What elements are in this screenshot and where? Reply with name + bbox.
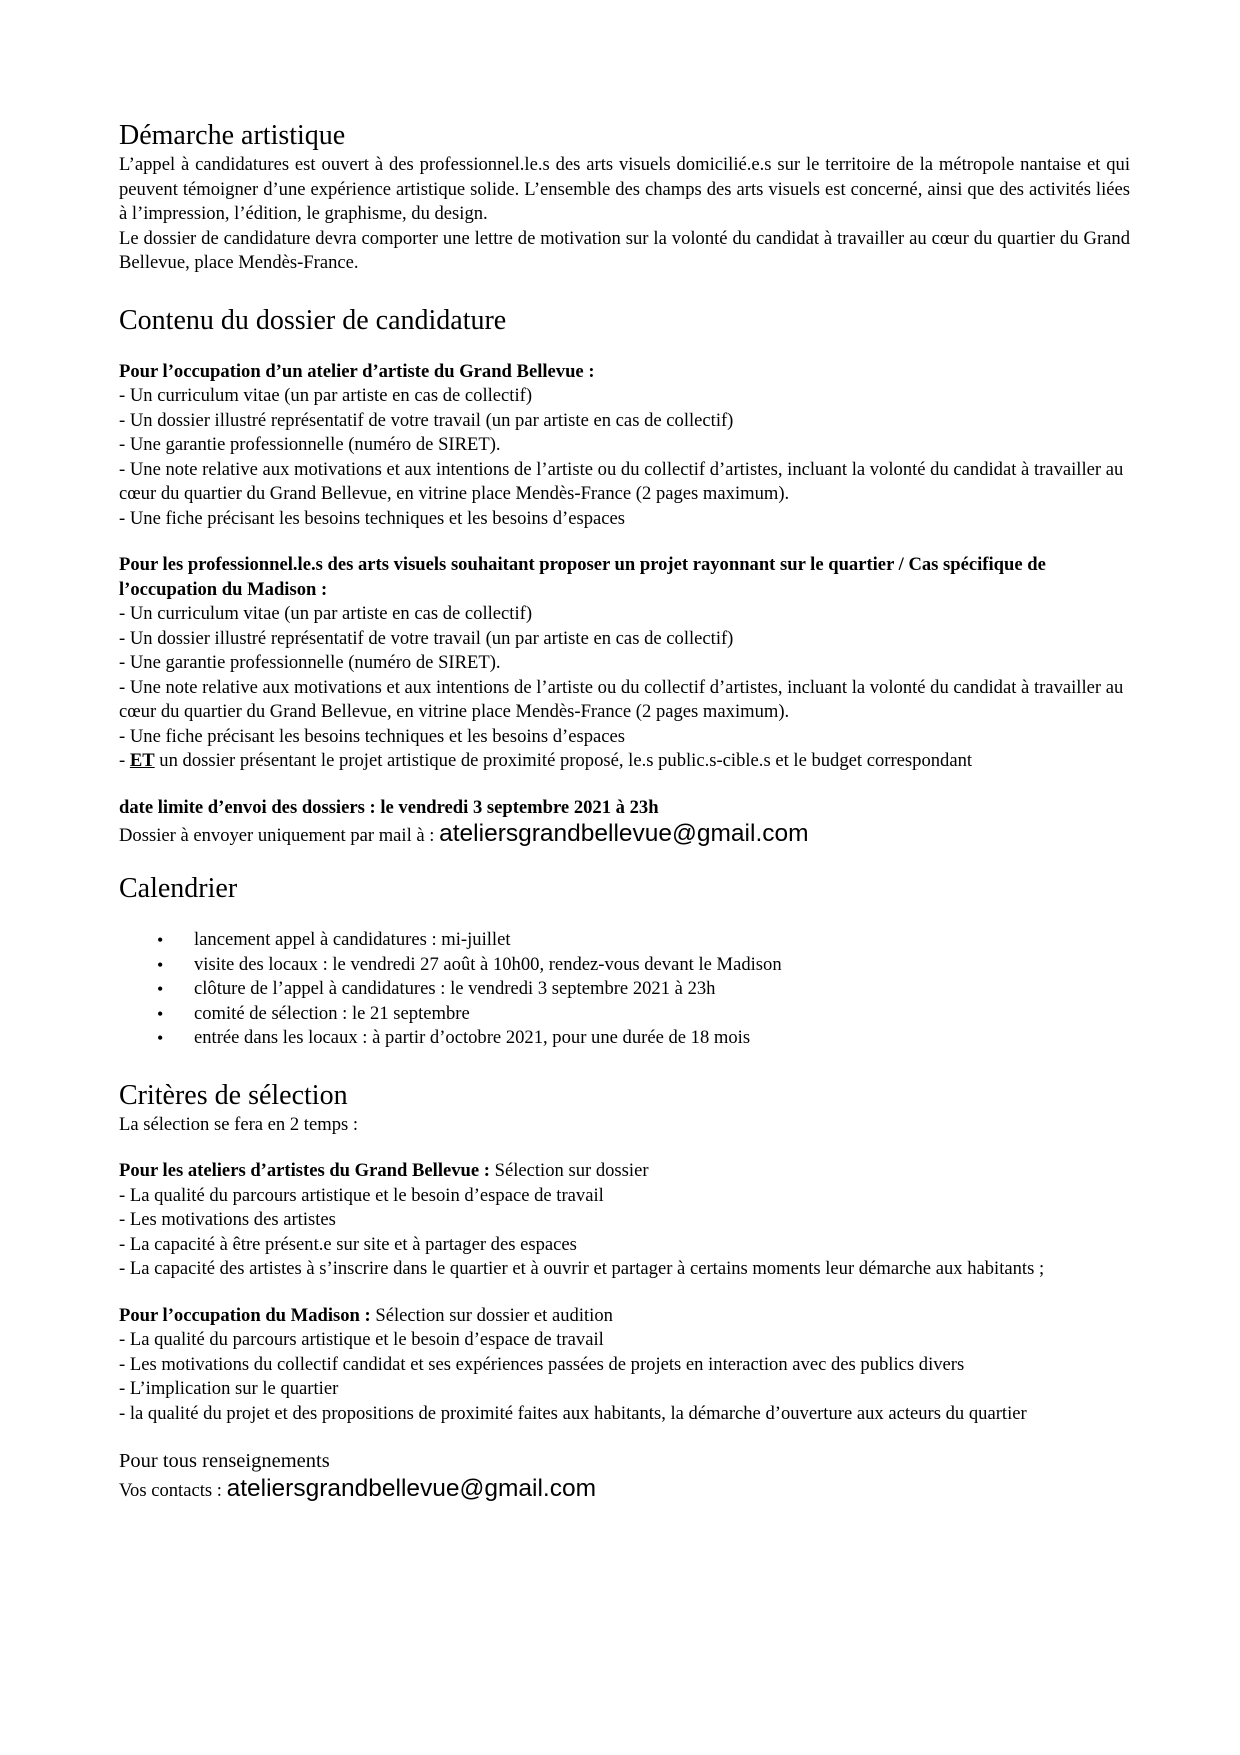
list-item: - Les motivations du collectif candidat et ses expériences passées de projets en interaction avec des publics divers	[119, 1353, 965, 1375]
demarche-paragraph-2: Le dossier de candidature devra comporter une lettre de motivation sur la volonté du candidat à travailler au cœur du quartier du Grand Bellevue, place Mendès-France.	[119, 227, 1130, 273]
list-item: - La capacité des artistes à s’inscrire dans le quartier et à ouvrir et partager à certains moments leur démarche aux habitants ;	[119, 1258, 1045, 1279]
list-item: - Une garantie professionnelle (numéro de SIRET).	[119, 652, 501, 673]
criteres-intro: La sélection se fera en 2 temps :	[119, 1113, 359, 1135]
list-item	[119, 749, 1130, 774]
section-heading-contenu: Contenu du dossier de candidature	[119, 304, 507, 336]
list-item: - Un curriculum vitae (un par artiste en cas de collectif)	[119, 385, 533, 406]
list-item: - La capacité à être présent.e sur site et à partager des espaces	[119, 1233, 577, 1255]
contact-heading: Pour tous renseignements	[119, 1450, 330, 1472]
deadline-text: date limite d’envoi des dossiers : le vendredi 3 septembre 2021 à 23h	[119, 796, 659, 818]
criteres-ateliers-title: Pour les ateliers d’artistes du Grand Bellevue :	[119, 1160, 495, 1181]
demarche-paragraph-1: L’appel à candidatures est ouvert à des professionnel.le.s des arts visuels domicilié.e.s sur le territoire de la métropole nantaise et qui peuvent témoigner d’une expérience artistique solide. L’ensemble des champs des arts visuels est concerné, ainsi que des activités liées à l’impression, l’édition, le graphisme, du design.	[119, 154, 1130, 224]
list-item: - Une fiche précisant les besoins techniques et les besoins d’espaces	[119, 725, 625, 747]
criteres-ateliers-mode: Sélection sur dossier	[494, 1160, 649, 1181]
section-heading-demarche: Démarche artistique	[119, 120, 346, 151]
criteres-madison-mode: Sélection sur dossier et audition	[375, 1304, 613, 1326]
contact-line	[119, 1475, 1130, 1505]
contact-label: Vos contacts :	[119, 1480, 227, 1501]
list-item: - Une note relative aux motivations et aux intentions de l’artiste ou du collectif d’artistes, incluant la volonté du candidat à travailler au cœur du quartier du Grand Bellevue, en vitrine place Mendès-France (2 pages maximum).	[119, 458, 1124, 504]
list-item: - Un curriculum vitae (un par artiste en cas de collectif)	[119, 603, 533, 624]
calendar-list	[119, 928, 1130, 1051]
list-item-text: un dossier présentant le projet artistique de proximité proposé, le.s public.s-cible.s et le budget correspondant	[154, 750, 973, 771]
madison-requirements-list	[119, 602, 1130, 774]
calendar-item: • comité de sélection : le 21 septembre	[157, 1002, 1130, 1027]
list-item: - La qualité du parcours artistique et le besoin d’espace de travail	[119, 1329, 604, 1350]
et-emphasis: ET	[129, 750, 155, 771]
list-item: - Les motivations des artistes	[119, 1209, 336, 1230]
send-email-link[interactable]: ateliersgrandbellevue@gmail.com	[439, 820, 809, 847]
list-item: - Une garantie professionnelle (numéro de SIRET).	[119, 434, 501, 455]
list-prefix: -	[119, 750, 130, 771]
send-label: Dossier à envoyer uniquement par mail à :	[119, 825, 440, 846]
calendar-item: • entrée dans les locaux : à partir d’octobre 2021, pour une durée de 18 mois	[157, 1026, 1130, 1051]
criteres-ateliers-heading	[119, 1159, 1130, 1184]
list-item: - Un dossier illustré représentatif de votre travail (un par artiste en cas de collectif)	[119, 627, 734, 649]
contact-email-link[interactable]: ateliersgrandbellevue@gmail.com	[226, 1475, 597, 1502]
list-item: - Une note relative aux motivations et aux intentions de l’artiste ou du collectif d’artistes, incluant la volonté du candidat à travailler au cœur du quartier du Grand Bellevue, en vitrine place Mendès-France (2 pages maximum).	[119, 676, 1124, 722]
bullet-icon: •	[157, 930, 164, 950]
calendar-item: • clôture de l’appel à candidatures : le vendredi 3 septembre 2021 à 23h	[157, 977, 1130, 1002]
madison-requirements-title: Pour les professionnel.le.s des arts visuels souhaitant proposer un projet rayonnant sur le quartier / Cas spécifique de l’occupation du Madison :	[119, 554, 1046, 600]
list-item: - la qualité du projet et des propositions de proximité faites aux habitants, la démarche d’ouverture aux acteurs du quartier	[119, 1402, 1027, 1424]
bullet-icon: •	[157, 1003, 164, 1024]
list-item: - La qualité du parcours artistique et le besoin d’espace de travail	[119, 1184, 604, 1206]
atelier-requirements-list	[119, 384, 1130, 531]
send-instruction	[119, 820, 1130, 850]
bullet-icon: •	[157, 979, 164, 999]
section-heading-calendrier: Calendrier	[119, 873, 238, 904]
list-item: - Une fiche précisant les besoins techniques et les besoins d’espaces	[119, 507, 625, 529]
criteres-madison-list	[119, 1328, 1130, 1426]
section-heading-criteres: Critères de sélection	[119, 1079, 348, 1111]
criteres-ateliers-list	[119, 1184, 1130, 1282]
criteres-madison-title: Pour l’occupation du Madison :	[119, 1304, 376, 1326]
calendar-item: • visite des locaux : le vendredi 27 août à 10h00, rendez-vous devant le Madison	[157, 953, 1130, 978]
bullet-icon: •	[157, 1028, 164, 1048]
criteres-madison-heading	[119, 1304, 1130, 1329]
document-page	[119, 119, 1130, 1505]
bullet-icon: •	[157, 954, 164, 975]
list-item: - L’implication sur le quartier	[119, 1378, 339, 1399]
list-item: - Un dossier illustré représentatif de votre travail (un par artiste en cas de collectif)	[119, 409, 734, 431]
atelier-requirements-title: Pour l’occupation d’un atelier d’artiste du Grand Bellevue :	[119, 360, 595, 382]
calendar-item: • lancement appel à candidatures : mi-juillet	[157, 928, 1130, 953]
